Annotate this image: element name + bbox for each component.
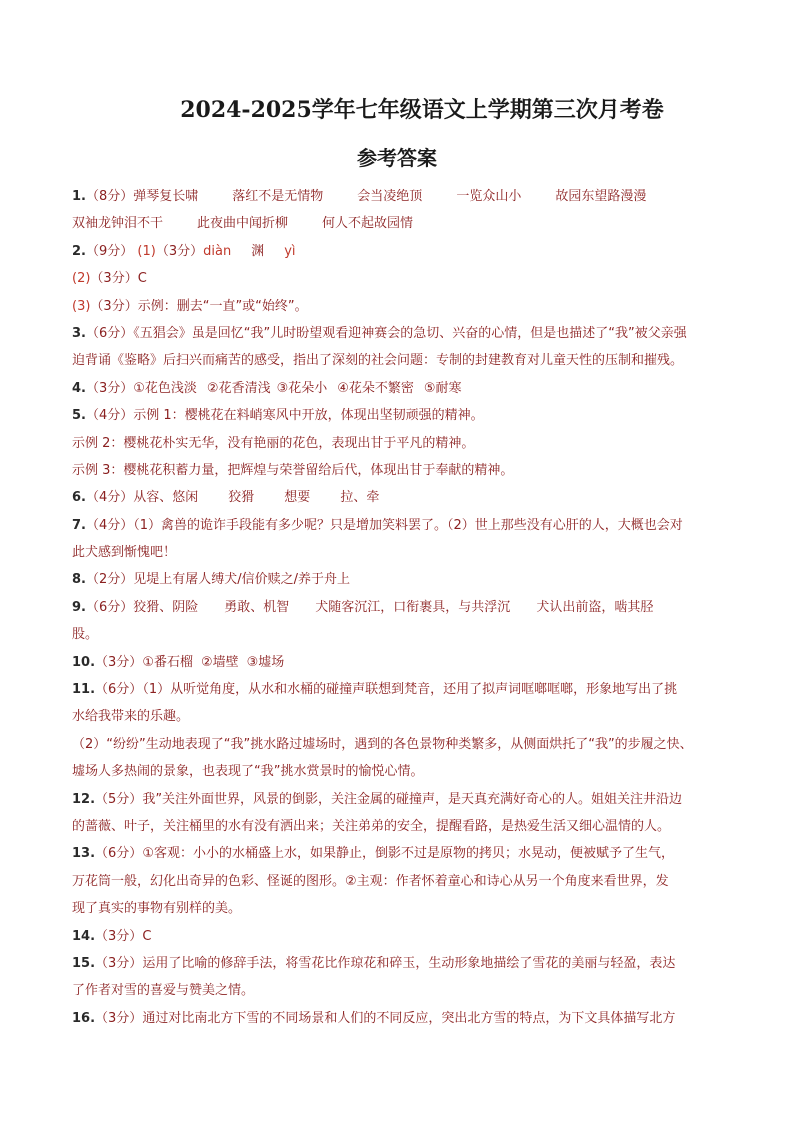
answer-8-line-1 <box>72 569 732 596</box>
answer-text: 迫背诵《鉴略》后扫兴而痛苦的感受，指出了深刻的社会问题：专制的封建教育对儿童天性的压制和摧残。 <box>72 353 684 369</box>
answer-item: ①番石榴 <box>142 654 193 670</box>
answer-item: ④花朵不繁密 <box>337 380 414 396</box>
answer-text: 示例 3：樱桃花积蓄力量，把辉煌与荣誉留给后代，体现出甘于奉献的精神。 <box>72 462 514 478</box>
answer-text: 示例 2：樱桃花朴实无华，没有艳丽的花色，表现出甘于平凡的精神。 <box>72 435 475 451</box>
answer-7-line-1 <box>72 515 732 542</box>
answer-2-line-2 <box>72 268 732 295</box>
answer-text: 墟场人多热闹的景象，也表现了“我”挑水赏景时的愉悦心情。 <box>72 764 424 780</box>
answer-item: 双袖龙钟泪不干 <box>72 216 164 232</box>
answer-item: yì <box>284 243 296 259</box>
answer-text: 示例 1：樱桃花在料峭寒风中开放，体现出坚韧顽强的精神。 <box>133 408 484 424</box>
answer-item: 犬认出前盗，啮其胫 <box>536 599 654 615</box>
answer-1-line-2 <box>72 213 732 240</box>
answer-1-line-1 <box>72 186 732 213</box>
answer-4-line-1 <box>72 378 732 405</box>
question-number: 5. <box>72 408 86 424</box>
part-score: （3分） <box>90 298 138 314</box>
question-number: 1. <box>72 189 86 204</box>
answer-9-line-2 <box>72 624 732 651</box>
answer-text: 此犬感到惭愧吧！ <box>72 545 177 561</box>
answer-item: ③花朵小 <box>276 380 328 396</box>
question-number: 12. <box>72 791 96 807</box>
answer-text: 水给我带来的乐趣。 <box>72 709 190 725</box>
answer-6-line-1 <box>72 487 732 514</box>
answer-item: 示例：删去“一直”或“始终”。 <box>137 298 308 314</box>
answer-item: 从容、悠闲 <box>133 490 199 506</box>
question-number: 6. <box>72 490 86 506</box>
answer-text: 运用了比喻的修辞手法，将雪花比作琼花和碎玉，生动形象地描绘了雪花的美丽与轻盈，表达 <box>142 955 676 971</box>
answer-item: 狡猾 <box>228 490 255 506</box>
answer-item: diàn <box>203 243 232 259</box>
question-number: 11. <box>72 682 96 698</box>
answer-item: 勇敢、机智 <box>224 599 290 615</box>
question-score: （3分） <box>95 1010 143 1026</box>
question-score: （6分） <box>95 682 143 698</box>
answer-text: （1）从听觉角度，从水和水桶的碰撞声联想到梵音，还用了拟声词哐啷哐啷，形象地写出了挑 <box>142 682 678 698</box>
question-score: （4分） <box>85 490 134 506</box>
question-number: 10. <box>72 654 96 670</box>
question-score: （2分） <box>85 572 134 588</box>
part-score: （3分） <box>155 243 204 259</box>
answer-text: 我”关注外面世界，风景的倒影，关注金属的碰撞声，是天真充满好奇心的人。姐姐关注井沿边 <box>142 791 683 807</box>
question-number: 3. <box>72 325 86 341</box>
question-score: （3分） <box>95 654 143 670</box>
answer-13-line-2 <box>72 871 732 898</box>
question-number: 13. <box>72 846 96 862</box>
question-score: （4分） <box>85 517 134 533</box>
answer-item: ②墙壁 <box>200 654 239 670</box>
answer-text: 《五猖会》虽是回忆“我”儿时盼望观看迎神赛会的急切、兴奋的心情，但是也描述了“我”被父亲强 <box>133 325 687 341</box>
answer-item: 犬随客沉江，口衔裹具，与共浮沉 <box>315 599 511 615</box>
question-score: （6分） <box>85 599 134 615</box>
answer-11-line-1 <box>72 679 732 706</box>
answer-item: 狡猾、阴险 <box>133 599 199 615</box>
answer-11-line-3 <box>72 734 732 761</box>
answer-10-line-1 <box>72 652 732 679</box>
answer-item: ①花色浅淡 <box>133 380 197 396</box>
part-score: （3分） <box>90 271 138 287</box>
answer-15-line-2 <box>72 980 732 1007</box>
answer-14-line-1 <box>72 926 732 953</box>
answer-text: （1）禽兽的诡诈手段能有多少呢？只是增加笑料罢了。（2）世上那些没有心肝的人，大概也会对 <box>133 517 683 533</box>
answer-item: 想要 <box>284 490 311 506</box>
answer-text: 的蔷薇、叶子，关注桶里的水有没有洒出来；关注弟弟的安全，提醒看路，是热爱生活又细心温情的人。 <box>72 818 671 834</box>
answer-item: ⑤耐寒 <box>423 380 462 396</box>
answer-item: 故园东望路漫漫 <box>555 189 647 204</box>
answer-item: ②花香清浅 <box>206 380 271 396</box>
answer-item: 会当凌绝顶 <box>357 189 423 204</box>
question-number: 7. <box>72 517 86 533</box>
question-number: 16. <box>72 1010 96 1026</box>
answer-item: 何人不起故园情 <box>322 216 414 232</box>
answer-text: 通过对比南北方下雪的不同场景和人们的不同反应，突出北方雪的特点，为下文具体描写北方 <box>142 1010 676 1026</box>
answer-13-line-3 <box>72 898 732 925</box>
part-label: (1) <box>137 243 156 259</box>
answer-item: 此夜曲中闻折柳 <box>197 216 289 232</box>
question-score: （9分） <box>85 243 134 259</box>
question-number: 2. <box>72 243 86 259</box>
answer-11-line-4 <box>72 761 732 788</box>
answer-15-line-1 <box>72 953 732 980</box>
question-score: （3分） <box>95 928 143 944</box>
answer-2-line-3 <box>72 296 732 323</box>
answer-item: C <box>137 271 147 287</box>
answer-text: 了作者对雪的喜爱与赞美之情。 <box>72 983 255 999</box>
part-label: (2) <box>72 271 91 287</box>
answer-5-line-3 <box>72 460 732 487</box>
answer-2-line-1 <box>72 241 732 268</box>
answer-11-line-2 <box>72 706 732 733</box>
page-title: 2024-2025学年七年级语文上学期第三次月考卷 <box>180 97 664 123</box>
part-label: (3) <box>72 298 91 314</box>
answer-item: 渊 <box>251 243 265 259</box>
question-score: （3分） <box>85 380 134 396</box>
answer-text: （2）“纷纷”生动地表现了“我”挑水路过墟场时，遇到的各色景物种类繁多，从侧面烘托了“我”的步履之快、 <box>72 736 693 752</box>
answer-16-line-1 <box>72 1008 732 1035</box>
answer-text: 见堤上有屠人缚犬/信价赎之/养于舟上 <box>133 572 351 588</box>
question-score: （6分） <box>95 846 143 862</box>
question-score: （3分） <box>95 955 143 971</box>
answer-item: 拉、牵 <box>340 490 380 506</box>
answer-text: ①客观：小小的水桶盛上水，如果静止，倒影不过是原物的拷贝；水晃动，便被赋予了生气， <box>142 846 674 862</box>
answer-text: 现了真实的事物有别样的美。 <box>72 901 242 917</box>
answer-3-line-1 <box>72 323 732 350</box>
answer-9-line-1 <box>72 597 732 624</box>
question-number: 4. <box>72 380 86 396</box>
question-score: （8分） <box>85 189 134 204</box>
answer-text: 股。 <box>72 627 99 643</box>
question-score: （4分） <box>85 408 134 424</box>
question-number: 8. <box>72 572 86 588</box>
answer-12-line-2 <box>72 816 732 843</box>
page-subtitle: 参考答案 <box>357 146 437 170</box>
answer-5-line-1 <box>72 405 732 432</box>
answer-12-line-1 <box>72 789 732 816</box>
answer-5-line-2 <box>72 433 732 460</box>
question-score: （6分） <box>85 325 134 341</box>
question-score: （5分） <box>95 791 143 807</box>
question-number: 14. <box>72 928 96 944</box>
question-number: 15. <box>72 955 96 971</box>
answer-list <box>72 186 732 1035</box>
answer-item: 一览众山小 <box>456 189 522 204</box>
answer-item: 弹琴复长啸 <box>133 189 199 204</box>
answer-3-line-2 <box>72 350 732 377</box>
question-number: 9. <box>72 599 86 615</box>
answer-text: C <box>142 928 152 944</box>
answer-item: ③墟场 <box>246 654 285 670</box>
answer-13-line-1 <box>72 843 732 870</box>
answer-7-line-2 <box>72 542 732 569</box>
answer-text: 万花筒一般，幻化出奇异的色彩、怪诞的图形。②主观：作者怀着童心和诗心从另一个角度来看世界，发 <box>72 873 669 889</box>
answer-item: 落红不是无情物 <box>232 189 324 204</box>
